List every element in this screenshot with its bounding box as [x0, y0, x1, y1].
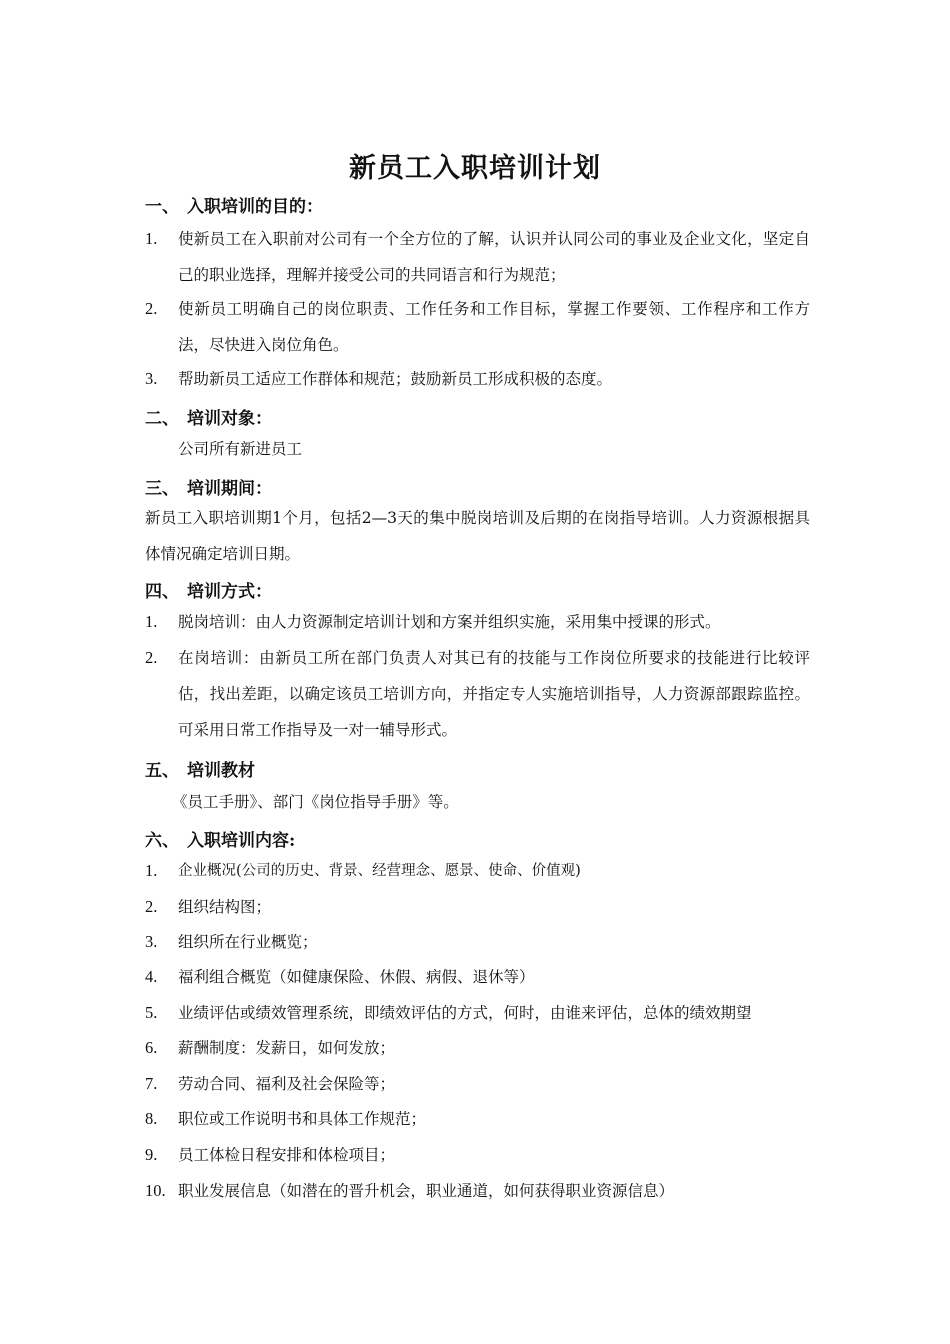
- item-text: 劳动合同、福利及社会保险等；: [178, 1075, 396, 1093]
- section-heading-purpose: [145, 192, 323, 217]
- section-heading-materials: [145, 756, 255, 781]
- section-number: 五、: [145, 761, 179, 781]
- section-heading-content: [145, 826, 295, 851]
- list-item: [145, 924, 810, 960]
- list-item: [145, 1137, 810, 1173]
- document-title: 新员工入职培训计划: [349, 153, 601, 184]
- section-number: 四、: [145, 582, 179, 602]
- item-number: 5.: [145, 1003, 158, 1022]
- item-number: 3.: [145, 369, 158, 388]
- section-number: 一、: [145, 197, 179, 217]
- section-title: 培训对象：: [187, 409, 272, 429]
- item-number: 6.: [145, 1038, 158, 1057]
- item-text: 企业概况(公司的历史、背景、经营理念、愿景、使命、价值观): [178, 863, 581, 879]
- item-text: 组织结构图；: [178, 898, 272, 916]
- item-text: 职业发展信息（如潜在的晋升机会，职业通道，如何获得职业资源信息）: [178, 1182, 675, 1200]
- list-item: [145, 1066, 810, 1102]
- item-text: 组织所在行业概览；: [178, 933, 318, 951]
- item-number: 3.: [145, 932, 158, 951]
- item-text: 使新员工在入职前对公司有一个全方位的了解，认识并认同公司的事业及企业文化，坚定自己的职业选择，理解并接受公司的共同语言和行为规范；: [178, 230, 810, 284]
- item-text: 业绩评估或绩效管理系统，即绩效评估的方式，何时，由谁来评估，总体的绩效期望: [178, 1004, 752, 1022]
- section-heading-period: [145, 474, 272, 499]
- section-body-text: 公司所有新进员工: [178, 440, 303, 458]
- item-number: 4.: [145, 967, 158, 986]
- list-item: [145, 221, 810, 293]
- item-number: 2.: [145, 648, 158, 667]
- item-text: 福利组合概览（如健康保险、休假、病假、退休等）: [178, 968, 535, 986]
- section-number: 二、: [145, 409, 179, 429]
- section-title: 培训方式：: [187, 582, 272, 602]
- section-title: 入职培训内容:: [187, 831, 296, 851]
- list-item: [145, 604, 810, 640]
- item-number: 2.: [145, 299, 158, 318]
- section-title: 培训期间：: [187, 479, 272, 499]
- section-title: 培训教材: [187, 761, 255, 781]
- item-number: 1.: [145, 612, 158, 631]
- section-heading-audience: [145, 404, 272, 429]
- item-number: 1.: [145, 861, 158, 880]
- item-number: 9.: [145, 1145, 158, 1164]
- item-number: 10.: [145, 1181, 166, 1200]
- list-item: [145, 1030, 810, 1066]
- list-item: [145, 291, 810, 363]
- section-body-text: 《员工手册》、部门《岗位指导手册》等。: [172, 793, 459, 811]
- item-text: 职位或工作说明书和具体工作规范；: [178, 1110, 427, 1128]
- item-text: 使新员工明确自己的岗位职责、工作任务和工作目标，掌握工作要领、工作程序和工作方法，尽快进入岗位角色。: [178, 300, 810, 354]
- list-item: [145, 640, 810, 748]
- list-item: [145, 889, 810, 925]
- item-number: 1.: [145, 229, 158, 248]
- list-item: [145, 1101, 810, 1137]
- item-number: 7.: [145, 1074, 158, 1093]
- item-number: 2.: [145, 897, 158, 916]
- item-number: 8.: [145, 1109, 158, 1128]
- section-number: 三、: [145, 479, 179, 499]
- section-title: 入职培训的目的：: [187, 197, 323, 217]
- list-item: [145, 1173, 810, 1209]
- section-number: 六、: [145, 831, 179, 851]
- item-text: 帮助新员工适应工作群体和规范；鼓励新员工形成积极的态度。: [178, 370, 613, 388]
- section-body-paragraph: 新员工入职培训期1个月，包括2—3天的集中脱岗培训及后期的在岗指导培训。人力资源根据具体情况确定培训日期。: [145, 509, 810, 563]
- list-item: [145, 853, 810, 889]
- section-heading-method: [145, 577, 272, 602]
- item-text: 员工体检日程安排和体检项目；: [178, 1146, 396, 1164]
- item-text: 薪酬制度：发薪日，如何发放；: [178, 1039, 396, 1057]
- list-item: [145, 361, 810, 397]
- list-item: [145, 995, 810, 1031]
- item-text: 在岗培训：由新员工所在部门负责人对其已有的技能与工作岗位所要求的技能进行比较评估，找出差距，以确定该员工培训方向，并指定专人实施培训指导，人力资源部跟踪监控。可采用日常工作指导及一对一辅导形式。: [178, 649, 810, 739]
- item-text: 脱岗培训：由人力资源制定培训计划和方案并组织实施，采用集中授课的形式。: [178, 613, 721, 631]
- list-item: [145, 959, 810, 995]
